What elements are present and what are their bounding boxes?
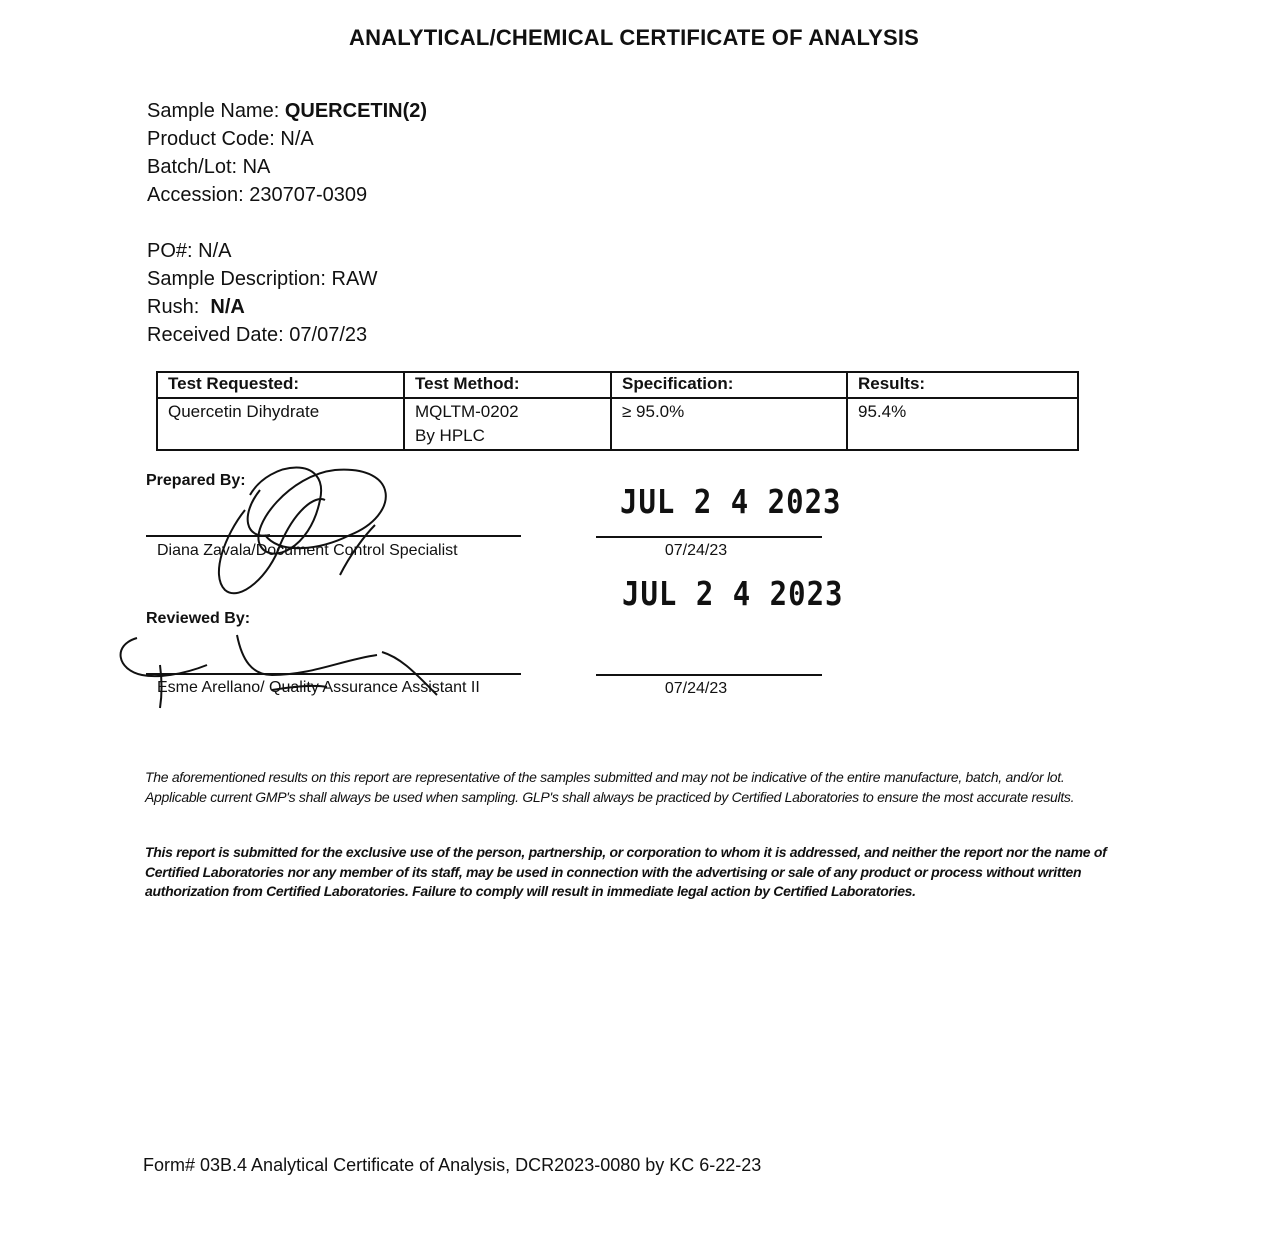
form-footer: Form# 03B.4 Analytical Certificate of Analysis, DCR2023-0080 by KC 6-22-23 — [143, 1155, 762, 1175]
table-row — [157, 398, 1078, 450]
results-table — [156, 371, 1079, 451]
cell-test-method — [404, 398, 611, 450]
prepared-signature — [200, 455, 420, 605]
cell-test-requested: Quercetin Dihydrate — [157, 398, 404, 450]
rush-line — [147, 293, 245, 321]
rush-label: Rush: — [147, 296, 200, 318]
cell-specification: ≥ 95.0% — [611, 398, 847, 450]
prepared-by-name: Diana Zavala/Document Control Specialist — [157, 542, 458, 559]
accession: Accession: 230707-0309 — [147, 184, 368, 206]
prepared-by-label: Prepared By: — [146, 472, 246, 489]
disclaimer-exclusive-use: This report is submitted for the exclusive use of the person, partnership, or corporation to whom it is addressed, and neither the report nor the name of Certified Laboratories nor any member of its staff, may be used in connection with the advertising or sale of any product or process without written authorization from Certified Laboratories. Failure to comply will result in immediate legal action by Certified Laboratories. — [145, 844, 1107, 899]
reviewed-by-name: Esme Arellano/ Quality Assurance Assistant II — [157, 679, 480, 696]
reviewed-by-label: Reviewed By: — [146, 610, 251, 627]
sample-name-value: QUERCETIN(2) — [284, 100, 428, 122]
method-line-2: By HPLC — [415, 426, 485, 445]
po-number: PO#: N/A — [147, 240, 232, 262]
header-results: Results: — [847, 372, 1078, 398]
reviewed-date: 07/24/23 — [664, 680, 728, 697]
reviewed-signature — [112, 630, 512, 710]
prepared-date-line — [596, 536, 822, 538]
sample-description: Sample Description: RAW — [147, 268, 378, 290]
header-test-requested: Test Requested: — [157, 372, 404, 398]
product-code: Product Code: N/A — [147, 128, 314, 150]
sample-name-label: Sample Name: — [147, 100, 280, 122]
reviewed-date-line — [596, 674, 822, 676]
header-specification: Specification: — [611, 372, 847, 398]
table-header-row — [157, 372, 1078, 398]
prepared-date: 07/24/23 — [664, 542, 728, 559]
batch-lot: Batch/Lot: NA — [147, 156, 271, 178]
disclaimer-representative: The aforementioned results on this report are representative of the samples submitted and may not be indicative of the entire manufacture, batch, and/or lot. Applicable current GMP's shall always be used when sampling. GLP's shall always be practiced by Certified Laboratories to ensure the most accurate results. — [145, 769, 1075, 805]
header-test-method: Test Method: — [404, 372, 611, 398]
sample-name-line — [147, 97, 427, 125]
received-date: Received Date: 07/07/23 — [147, 324, 368, 346]
prepared-date-stamp: JUL 2 4 2023 — [620, 483, 842, 522]
document-title: ANALYTICAL/CHEMICAL CERTIFICATE OF ANALYSIS — [348, 25, 920, 50]
rush-value: N/A — [210, 296, 245, 318]
reviewed-date-stamp: JUL 2 4 2023 — [622, 575, 844, 614]
cell-result: 95.4% — [847, 398, 1078, 450]
method-line-1: MQLTM-0202 — [415, 402, 519, 421]
